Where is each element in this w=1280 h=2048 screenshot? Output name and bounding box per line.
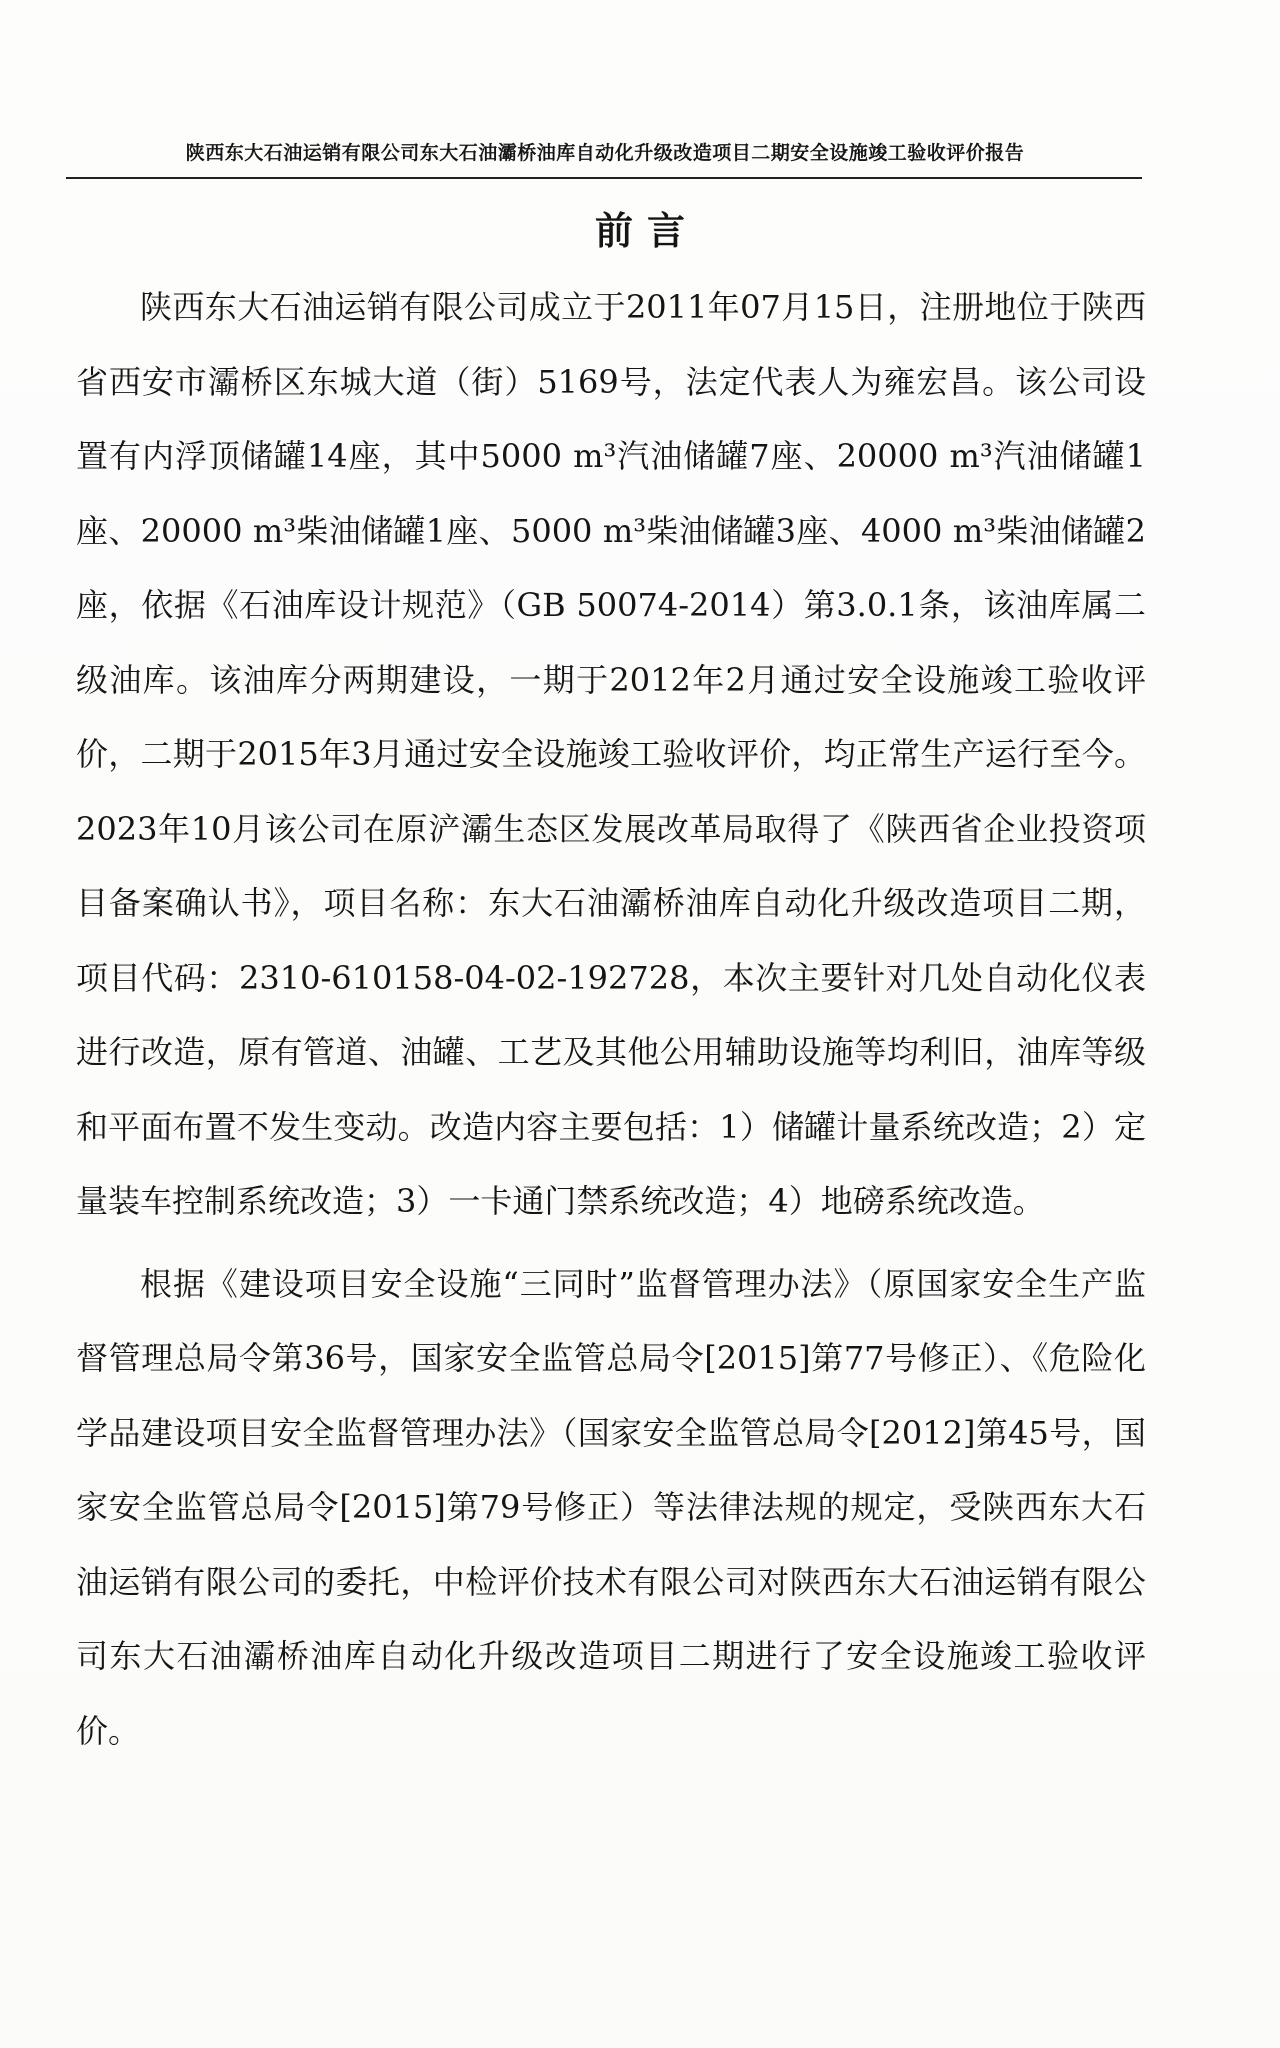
paragraph-evaluation-basis: 根据《建设项目安全设施“三同时”监督管理办法》（原国家安全生产监督管理总局令第36号，国家安全监管总局令[2015]第77号修正）、《危险化学品建设项目安全监督管理办法》（国家安全监管总局令[2012]第45号，国家安全监管总局令[2015]第79号修正）等法律法规的规定，受陕西东大石油运销有限公司的委托，中检评价技术有限公司对陕西东大石油运销有限公司东大石油灞桥油库自动化升级改造项目二期进行了安全设施竣工验收评价。	[76, 1264, 1146, 1750]
paragraph-company-background: 陕西东大石油运销有限公司成立于2011年07月15日，注册地位于陕西省西安市灞桥区东城大道（街）5169号，法定代表人为雍宏昌。该公司设置有内浮顶储罐14座，其中5000 m³汽油储罐7座、20000 m³汽油储罐1座、20000 m³柴油储罐1座、5000 m³柴油储罐3座、4000 m³柴油储罐2座，依据《石油库设计规范》（GB 50074-2014）第3.0.1条，该油库属二级油库。该油库分两期建设，一期于2012年2月通过安全设施竣工验收评价，二期于2015年3月通过安全设施竣工验收评价，均正常生产运行至今。2023年10月该公司在原浐灞生态区发展改革局取得了《陕西省企业投资项目备案确认书》，项目名称：东大石油灞桥油库自动化升级改造项目二期，项目代码：2310-610158-04-02-192728，本次主要针对几处自动化仪表进行改造，原有管道、油罐、工艺及其他公用辅助设施等均利旧，油库等级和平面布置不发生变动。改造内容主要包括：1）储罐计量系统改造；2）定量装车控制系统改造；3）一卡通门禁系统改造；4）地磅系统改造。	[76, 288, 1146, 1220]
document-body	[76, 270, 1146, 1768]
page-title: 前言	[594, 208, 699, 253]
running-header: 陕西东大石油运销有限公司东大石油灞桥油库自动化升级改造项目二期安全设施竣工验收评价报告	[185, 142, 1025, 164]
header-divider	[66, 177, 1142, 179]
